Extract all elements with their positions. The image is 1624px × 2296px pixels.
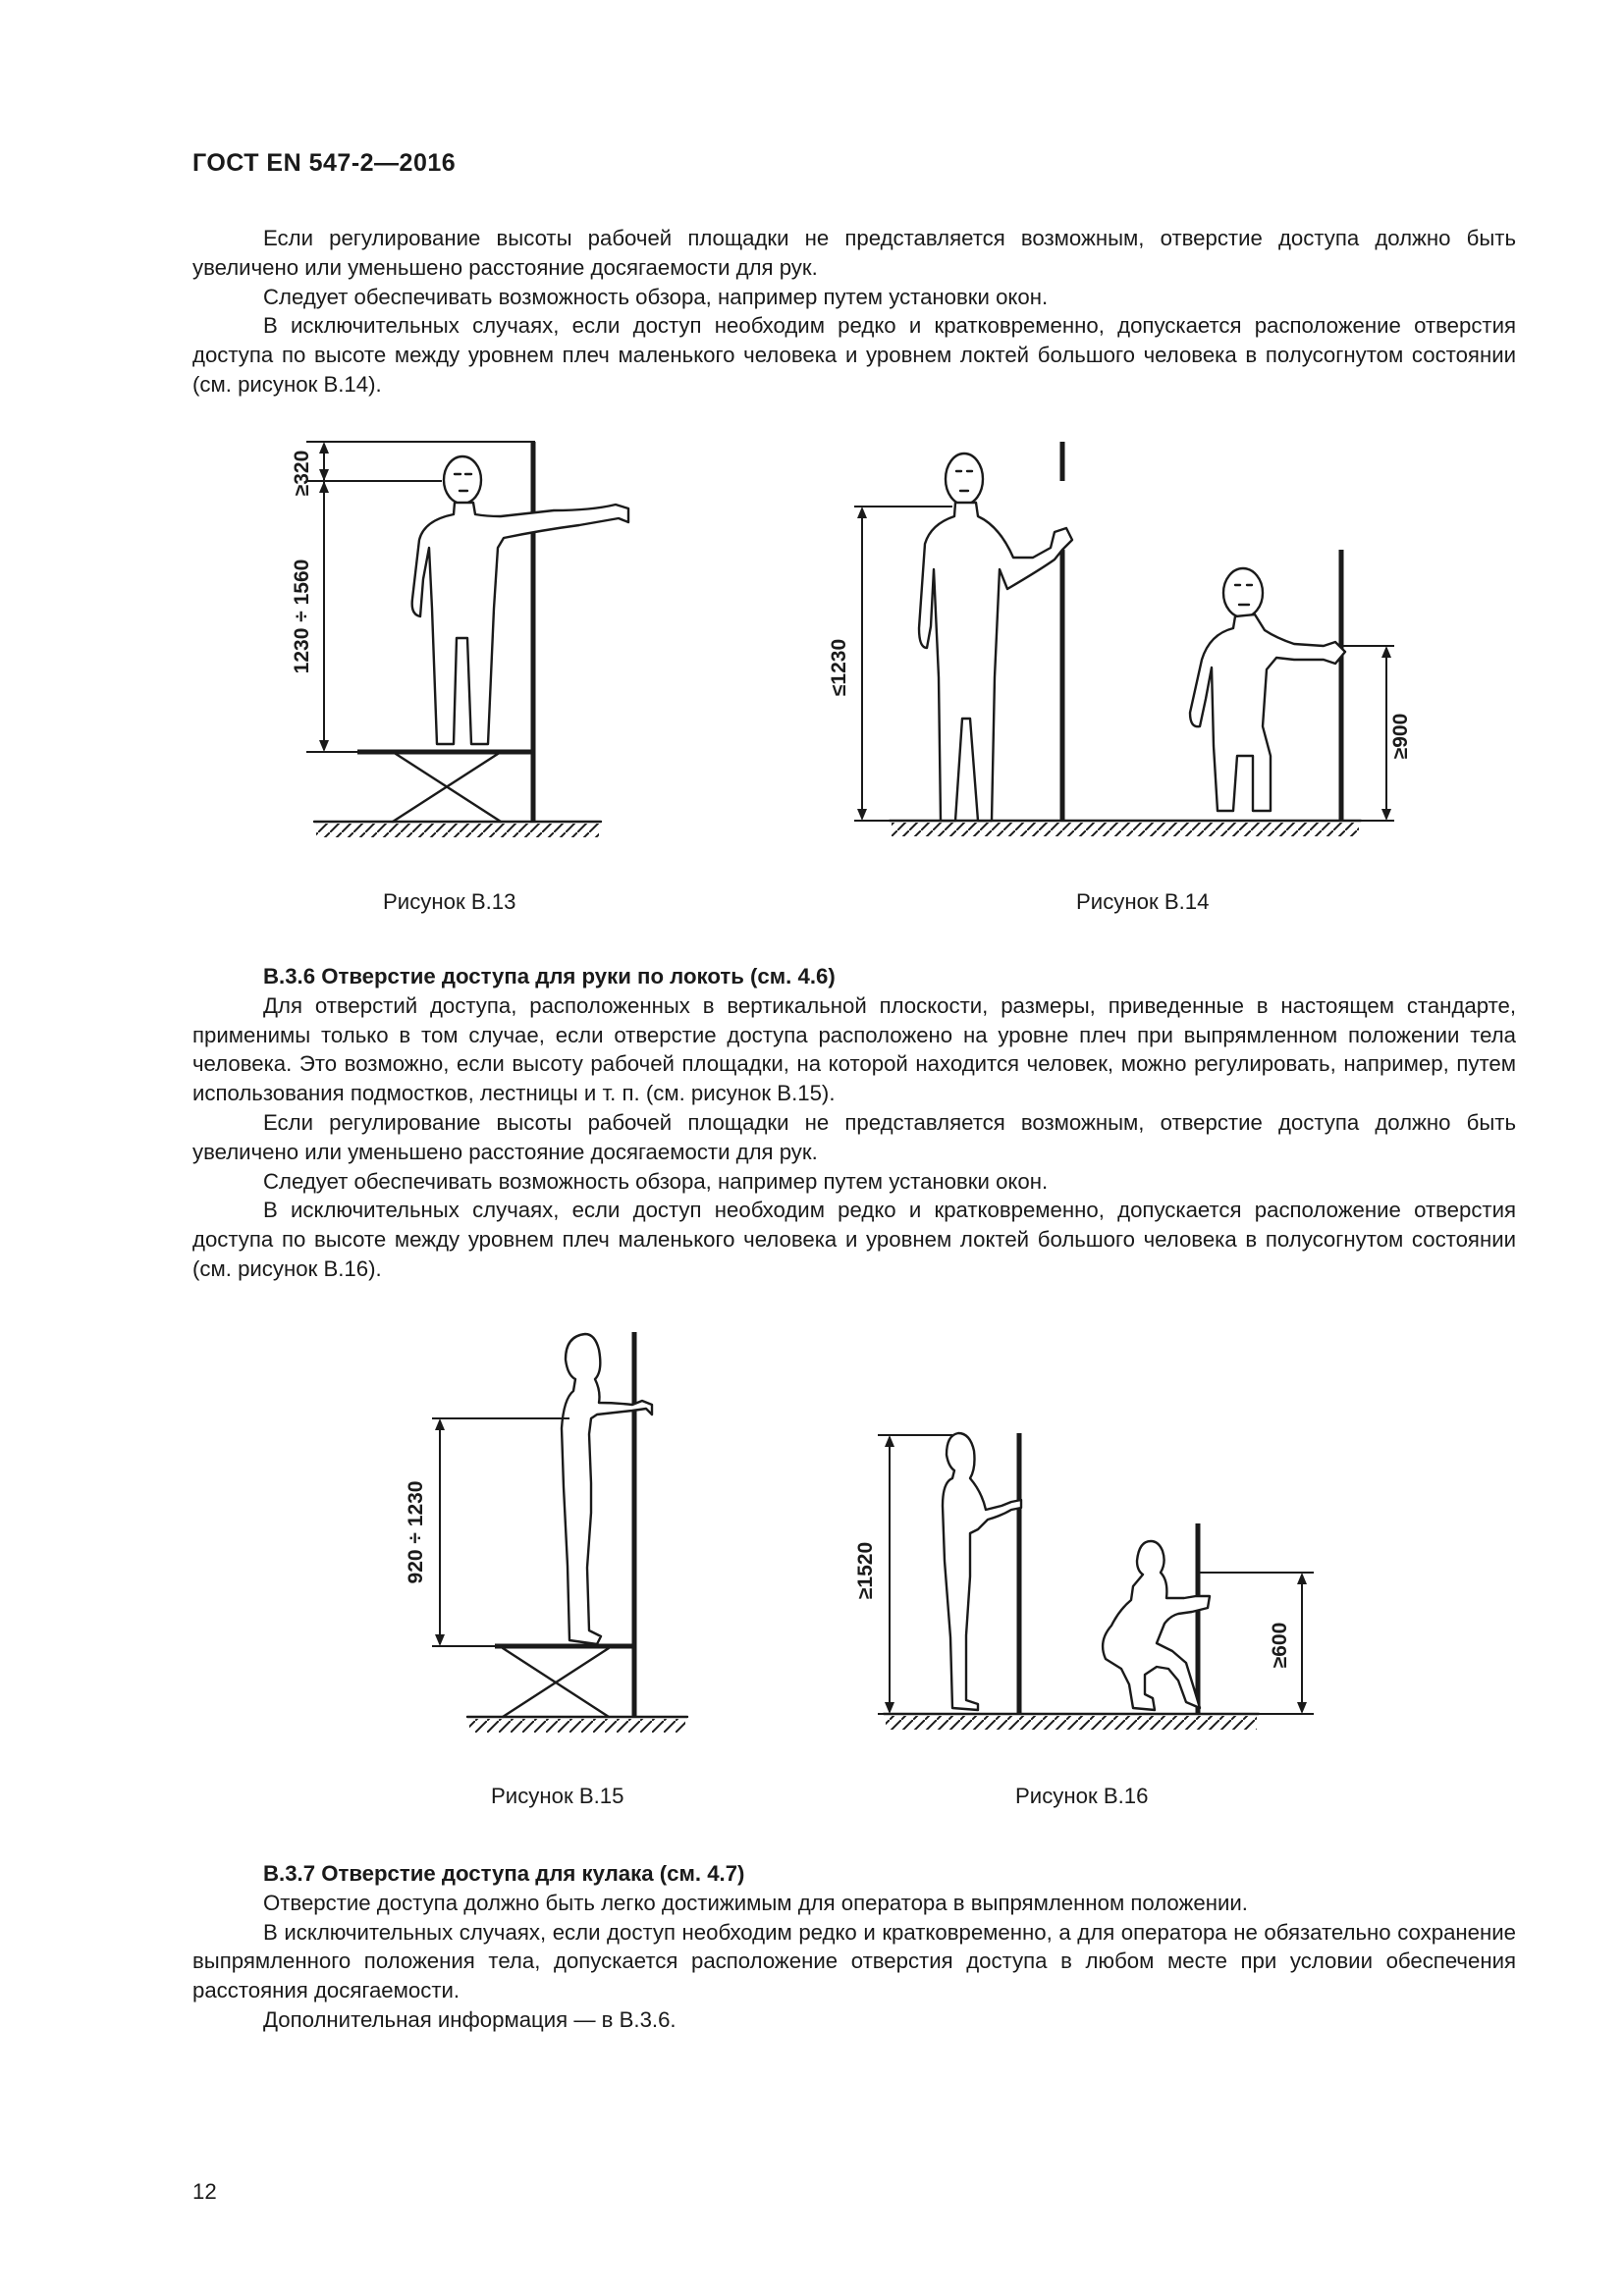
section-heading: В.3.6 Отверстие доступа для руки по локоть (см. 4.6) <box>263 964 836 988</box>
person-standing <box>919 454 1072 821</box>
section-2-text <box>192 962 1516 1284</box>
dim-label-right: ≥600 <box>1269 1622 1291 1669</box>
figure-b15-drawing <box>393 1320 727 1752</box>
ground-hatch <box>316 824 599 837</box>
person-standing-side <box>943 1433 1021 1710</box>
dim-label-left: ≥1520 <box>854 1541 877 1600</box>
ground-hatch <box>886 1716 1257 1730</box>
paragraph: Следует обеспечивать возможность обзора, например путем установки окон. <box>263 1168 1049 1194</box>
figure-b16-drawing <box>854 1414 1326 1757</box>
paragraph: Следует обеспечивать возможность обзора, например путем установки окон. <box>263 284 1049 309</box>
paragraph: В исключительных случаях, если доступ необходим редко и кратковременно, а для оператора не обязательно сохранение выпрямленного положения тела, допускается расположение отверстия доступа в любом месте при условии обеспечения расстояния досягаемости. <box>192 1919 1516 2003</box>
ground-hatch <box>892 823 1359 836</box>
caption-b15: Рисунок В.15 <box>491 1784 624 1808</box>
section-1-text <box>192 224 1516 400</box>
paragraph: Отверстие доступа должно быть легко достижимым для оператора в выпрямленном положении. <box>263 1890 1248 1915</box>
caption-b16: Рисунок В.16 <box>1015 1784 1149 1808</box>
document-header: ГОСТ EN 547-2—2016 <box>192 149 457 177</box>
caption-b14: Рисунок В.14 <box>1076 889 1210 914</box>
dimension-lines <box>878 1435 1314 1714</box>
person-crouching <box>1190 568 1345 811</box>
figure-b13-drawing <box>291 432 619 864</box>
paragraph: Для отверстий доступа, расположенных в вертикальной плоскости, размеры, приведенные в настоящем стандарте, применимы только в том случае, если отверстие доступа расположено на уровне плеч при выпрямленном положении тела человека. Это возможно, если высоту рабочей площадки, на которой находится человек, можно регулировать, например, путем использования подмостков, лестницы и т. п. (см. рисунок В.15). <box>192 992 1516 1106</box>
paragraph: Если регулирование высоты рабочей площадки не представляется возможным, отверстие доступа должно быть увеличено или уменьшено расстояние досягаемости для рук. <box>192 226 1516 280</box>
person-crouching-side <box>1103 1541 1210 1710</box>
dim-label-top: ≥320 <box>291 450 313 497</box>
paragraph: Если регулирование высоты рабочей площадки не представляется возможным, отверстие доступа должно быть увеличено или уменьшено расстояние досягаемости для рук. <box>192 1109 1516 1164</box>
page-number: 12 <box>192 2179 217 2204</box>
figure-b14-drawing <box>815 442 1424 864</box>
ground-hatch <box>469 1719 685 1733</box>
paragraph: Дополнительная информация — в В.3.6. <box>263 2006 677 2032</box>
dimension-lines <box>432 1418 569 1646</box>
caption-b13: Рисунок В.13 <box>383 889 516 914</box>
person-standing-side <box>562 1334 652 1644</box>
dim-label-left: ≤1230 <box>828 638 850 697</box>
paragraph: В исключительных случаях, если доступ необходим редко и кратковременно, допускается расположение отверстия доступа по высоте между уровнем плеч маленького человека и уровнем локтей большого человека в полусогнутом состоянии (см. рисунок В.14). <box>192 313 1516 397</box>
section-heading: В.3.7 Отверстие доступа для кулака (см. 4.7) <box>263 1861 745 1886</box>
paragraph: В исключительных случаях, если доступ необходим редко и кратковременно, допускается расположение отверстия доступа по высоте между уровнем плеч маленького человека и уровнем локтей большого человека в полусогнутом состоянии (см. рисунок В.16). <box>192 1198 1516 1281</box>
section-3-text <box>192 1859 1516 2035</box>
dim-label-right: ≥900 <box>1389 713 1412 760</box>
person-standing <box>412 456 628 744</box>
dim-label-main: 920 ÷ 1230 <box>405 1480 427 1584</box>
dim-label-main: 1230 ÷ 1560 <box>291 559 313 674</box>
